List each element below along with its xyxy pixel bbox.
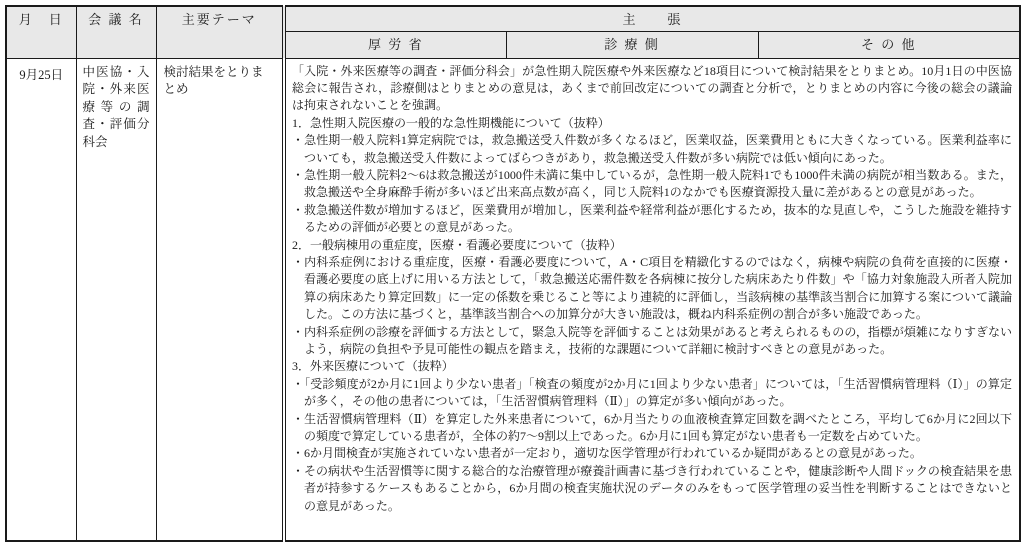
header-claims-medical-side: 診 療 側	[506, 31, 758, 58]
claims-paragraph-bullet: ・6か月間検査が実施されていない患者が一定おり，適切な医学管理が行われているか疑問があるとの意見があった。	[292, 446, 922, 461]
claims-paragraph-bullet: ・「受診頻度が2か月に1回より少ない患者」「検査の頻度が2か月に1回より少ない患者」については，「生活習慣病管理料（Ⅰ）」の算定が多く，その他の患者については，「生活習慣病管理料（Ⅱ）」の算定が多い傾向があった。	[292, 376, 1013, 409]
claims-paragraph-section: 3．外来医療について（抜粋）	[292, 359, 454, 374]
claims-paragraph-section: 2．一般病棟用の重症度，医療・看護必要度について（抜粋）	[292, 237, 622, 252]
claims-paragraph-bullet: ・急性期一般入院料2～6は救急搬送が1000件未満に集中しているが，急性期一般入院料1でも1000件未満の病院が相当数ある。また，救急搬送や全身麻酔手術が多いほど出来高点数が高く，同じ入院料1のなかでも医療資源投入量に差があるとの意見があった。	[292, 167, 1013, 200]
header-claims-other: そ の 他	[758, 31, 1020, 58]
cell-meeting-name: 中医協・入院・外来医療等の調査・評価分科会	[76, 58, 156, 541]
header-claims: 主 張	[284, 6, 1020, 31]
claims-paragraph-bullet: ・生活習慣病管理料（Ⅱ）を算定した外来患者について，6か月当たりの血液検査算定回数を調べたところ，平均して6か月に2回以下の頻度で算定している患者が，全体の約7～9割以上であった。6か月に1回も算定がない患者も一定数を占めていた。	[292, 411, 1013, 444]
claims-paragraph-intro: 「入院・外来医療等の調査・評価分科会」が急性期入院医療や外来医療など18項目について検討結果をとりまとめ。10月1日の中医協総会に報告され，診療側はとりまとめの意見は，あくまで前回改定についての調査と分析で，とりまとめの内容に今後の総会の議論は拘束されないことを強調。	[292, 63, 1013, 113]
claims-content	[292, 63, 1012, 516]
table-row	[6, 58, 1020, 541]
table-body	[6, 58, 1020, 541]
table-header	[6, 6, 1020, 58]
meeting-summary-table	[5, 5, 1021, 542]
header-date: 月 日	[6, 6, 76, 58]
header-claims-mhlw: 厚 労 省	[284, 31, 506, 58]
cell-claims-content	[284, 58, 1020, 541]
claims-paragraph-bullet: ・救急搬送件数が増加するほど，医業費用が増加し，医業利益や経常利益が悪化するため，抜本的な見直しや，こうした施設を維持するための評価が必要との意見があった。	[292, 202, 1013, 235]
claims-paragraph-bullet: ・その病状や生活習慣等に関する総合的な治療管理が療養計画書に基づき行われていることや，健康診断や人間ドックの検査結果を患者が持参するケースもあることから，6か月間の検査実施状況のデータのみをもって医学管理の妥当性を判断することはできないとの意見があった。	[292, 463, 1013, 513]
claims-paragraph-section: 1．急性期入院医療の一般的な急性期機能について（抜粋）	[292, 115, 610, 130]
header-main-theme: 主要テーマ	[156, 6, 284, 58]
cell-main-theme: 検討結果をとりまとめ	[156, 58, 284, 541]
cell-date: 9月25日	[6, 58, 76, 541]
claims-paragraph-bullet: ・内科系症例の診療を評価する方法として，緊急入院等を評価することは効果があると考えられるものの，指標が煩雑になりすぎないよう，病院の負担や予見可能性の観点を踏まえ，技術的な課題について詳細に検討すべきとの意見があった。	[292, 324, 1013, 356]
claims-paragraph-bullet: ・急性期一般入院料1算定病院では，救急搬送受入件数が多くなるほど，医業収益，医業費用ともに大きくなっている。医業利益率についても，救急搬送受入件数によってばらつきがあり，救急搬送受入件数が多い病院では低い傾向にあった。	[292, 133, 1013, 165]
claims-paragraph-bullet: ・内科系症例における重症度，医療・看護必要度について，A・C項目を精緻化するのではなく，病棟や病院の負荷を直接的に医療・看護必要度の底上げに用いる方法として，「救急搬送応需件数を各病棟に按分した病床あたり件数」や「協力対象施設入所者入院加算の病床あたり算定回数」に一定の係数を乗じること等により連続的に評価し，当該病棟の基準該当割合に加算する案について議論した。この方法に基づくと，基準該当割合への加算分が大きい施設は，概ね内科系症例の割合が多い施設であった。	[292, 254, 1013, 322]
header-meeting-name: 会 議 名	[76, 6, 156, 58]
